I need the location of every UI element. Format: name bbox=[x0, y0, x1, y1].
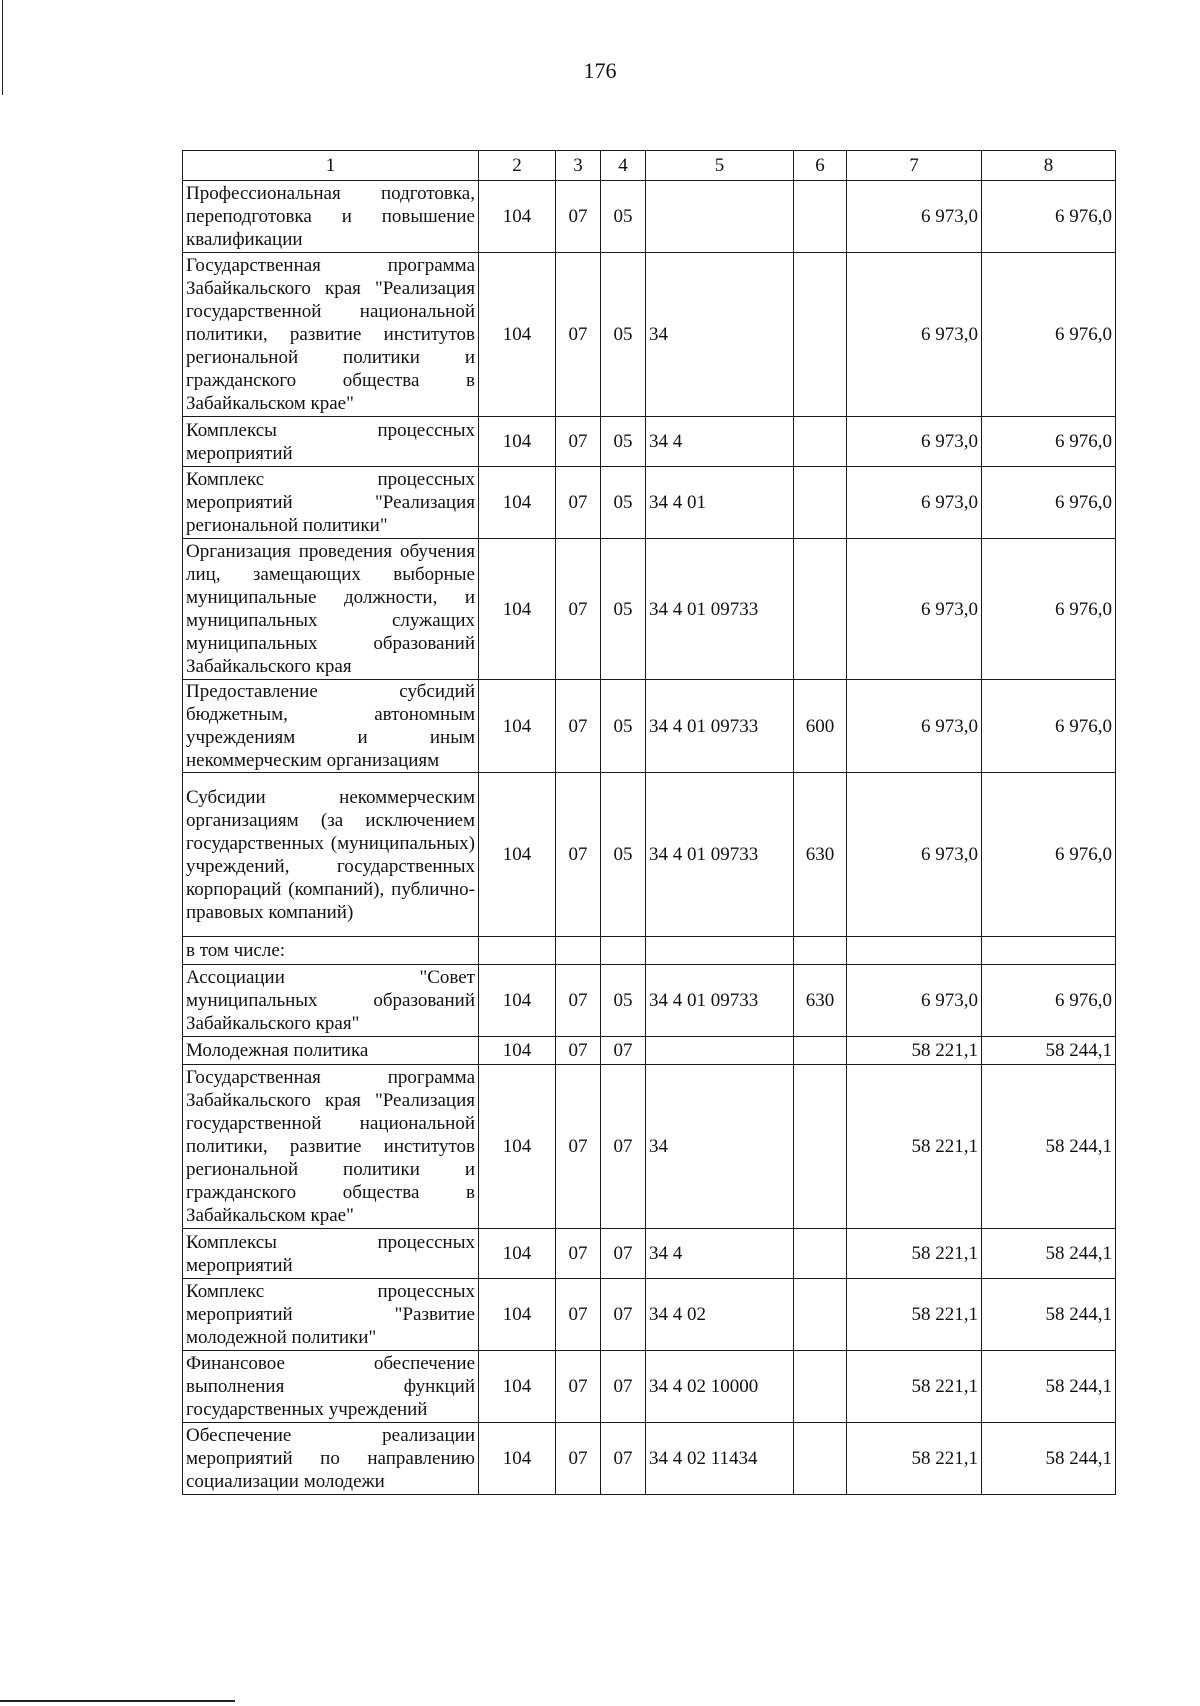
row-name-cell: Комплексы процессных мероприятий bbox=[183, 417, 479, 467]
cell-col3: 07 bbox=[556, 680, 601, 773]
cell-col7: 6 973,0 bbox=[847, 773, 982, 937]
row-name-cell: Обеспечение реализации мероприятий по направлению социализации молодежи bbox=[183, 1423, 479, 1495]
cell-col4: 05 bbox=[601, 965, 646, 1037]
cell-col5: 34 bbox=[646, 253, 794, 417]
table-row bbox=[183, 539, 1116, 680]
column-header: 1 bbox=[183, 151, 479, 181]
cell-col3: 07 bbox=[556, 467, 601, 539]
row-name-cell: Организация проведения обучения лиц, замещающих выборные муниципальные должности, и муниципальных служащих муниципальных образований Забайкальского края bbox=[183, 539, 479, 680]
cell-col6: 630 bbox=[794, 965, 847, 1037]
cell-col4: 07 bbox=[601, 1065, 646, 1229]
cell-col6 bbox=[794, 1423, 847, 1495]
row-name-cell: Финансовое обеспечение выполнения функций государственных учреждений bbox=[183, 1351, 479, 1423]
cell-col2: 104 bbox=[479, 417, 556, 467]
cell-col5 bbox=[646, 1037, 794, 1065]
cell-col7: 58 221,1 bbox=[847, 1279, 982, 1351]
table-row bbox=[183, 937, 1116, 965]
cell-col3: 07 bbox=[556, 1037, 601, 1065]
cell-col2 bbox=[479, 937, 556, 965]
table-row bbox=[183, 1065, 1116, 1229]
cell-col7: 58 221,1 bbox=[847, 1423, 982, 1495]
scan-edge-bottom bbox=[0, 1700, 235, 1702]
cell-col2: 104 bbox=[479, 1065, 556, 1229]
row-name-cell: Комплексы процессных мероприятий bbox=[183, 1229, 479, 1279]
cell-col5: 34 4 02 10000 bbox=[646, 1351, 794, 1423]
cell-col8: 6 976,0 bbox=[982, 253, 1116, 417]
row-name-cell: Комплекс процессных мероприятий "Развитие молодежной политики" bbox=[183, 1279, 479, 1351]
cell-col4: 05 bbox=[601, 181, 646, 253]
cell-col7: 58 221,1 bbox=[847, 1037, 982, 1065]
table-row bbox=[183, 253, 1116, 417]
column-header: 6 bbox=[794, 151, 847, 181]
cell-col4: 05 bbox=[601, 253, 646, 417]
cell-col7: 6 973,0 bbox=[847, 253, 982, 417]
cell-col8: 6 976,0 bbox=[982, 965, 1116, 1037]
cell-col4: 05 bbox=[601, 417, 646, 467]
cell-col4: 07 bbox=[601, 1351, 646, 1423]
table-row bbox=[183, 1037, 1116, 1065]
column-header: 2 bbox=[479, 151, 556, 181]
cell-col3: 07 bbox=[556, 1065, 601, 1229]
cell-col8: 6 976,0 bbox=[982, 181, 1116, 253]
cell-col3 bbox=[556, 937, 601, 965]
table-row bbox=[183, 417, 1116, 467]
cell-col2: 104 bbox=[479, 253, 556, 417]
cell-col7: 6 973,0 bbox=[847, 539, 982, 680]
cell-col4 bbox=[601, 937, 646, 965]
table-row bbox=[183, 1229, 1116, 1279]
cell-col5: 34 4 bbox=[646, 1229, 794, 1279]
row-name-cell: Государственная программа Забайкальского края "Реализация государственной национальной политики, развитие институтов региональной политики и гражданского общества в Забайкальском крае" bbox=[183, 1065, 479, 1229]
cell-col2: 104 bbox=[479, 965, 556, 1037]
cell-col3: 07 bbox=[556, 539, 601, 680]
cell-col6 bbox=[794, 467, 847, 539]
cell-col7: 6 973,0 bbox=[847, 417, 982, 467]
cell-col8: 58 244,1 bbox=[982, 1351, 1116, 1423]
cell-col2: 104 bbox=[479, 1229, 556, 1279]
cell-col8: 58 244,1 bbox=[982, 1037, 1116, 1065]
page-number: 176 bbox=[583, 58, 617, 83]
cell-col3: 07 bbox=[556, 1423, 601, 1495]
table-row bbox=[183, 181, 1116, 253]
table-row bbox=[183, 965, 1116, 1037]
cell-col2: 104 bbox=[479, 1037, 556, 1065]
cell-col5 bbox=[646, 937, 794, 965]
cell-col8: 58 244,1 bbox=[982, 1279, 1116, 1351]
cell-col2: 104 bbox=[479, 181, 556, 253]
cell-col3: 07 bbox=[556, 1229, 601, 1279]
cell-col6 bbox=[794, 181, 847, 253]
table-row bbox=[183, 1351, 1116, 1423]
cell-col5: 34 4 01 09733 bbox=[646, 680, 794, 773]
column-header: 3 bbox=[556, 151, 601, 181]
column-header: 7 bbox=[847, 151, 982, 181]
cell-col5: 34 4 02 11434 bbox=[646, 1423, 794, 1495]
cell-col5: 34 4 bbox=[646, 417, 794, 467]
cell-col3: 07 bbox=[556, 253, 601, 417]
row-name-cell: Ассоциации "Совет муниципальных образований Забайкальского края" bbox=[183, 965, 479, 1037]
cell-col8: 6 976,0 bbox=[982, 539, 1116, 680]
row-name-cell: Государственная программа Забайкальского края "Реализация государственной национальной политики, развитие институтов региональной политики и гражданского общества в Забайкальском крае" bbox=[183, 253, 479, 417]
cell-col4: 07 bbox=[601, 1279, 646, 1351]
cell-col8: 58 244,1 bbox=[982, 1229, 1116, 1279]
cell-col2: 104 bbox=[479, 1423, 556, 1495]
cell-col2: 104 bbox=[479, 1351, 556, 1423]
table-row bbox=[183, 467, 1116, 539]
cell-col4: 07 bbox=[601, 1037, 646, 1065]
table-row bbox=[183, 1423, 1116, 1495]
cell-col8: 58 244,1 bbox=[982, 1423, 1116, 1495]
budget-table bbox=[182, 150, 1116, 1495]
cell-col7: 6 973,0 bbox=[847, 965, 982, 1037]
cell-col2: 104 bbox=[479, 539, 556, 680]
cell-col7 bbox=[847, 937, 982, 965]
cell-col5: 34 4 01 09733 bbox=[646, 965, 794, 1037]
row-name-cell: в том числе: bbox=[183, 937, 479, 965]
table-row bbox=[183, 1279, 1116, 1351]
table-row bbox=[183, 680, 1116, 773]
cell-col4: 05 bbox=[601, 773, 646, 937]
cell-col6 bbox=[794, 253, 847, 417]
column-header: 4 bbox=[601, 151, 646, 181]
cell-col6 bbox=[794, 417, 847, 467]
cell-col2: 104 bbox=[479, 1279, 556, 1351]
cell-col6 bbox=[794, 1279, 847, 1351]
cell-col2: 104 bbox=[479, 773, 556, 937]
cell-col6 bbox=[794, 937, 847, 965]
cell-col6 bbox=[794, 539, 847, 680]
cell-col8: 6 976,0 bbox=[982, 417, 1116, 467]
cell-col6: 630 bbox=[794, 773, 847, 937]
cell-col3: 07 bbox=[556, 1351, 601, 1423]
table-row bbox=[183, 773, 1116, 937]
row-name-cell: Субсидии некоммерческим организациям (за исключением государственных (муниципальных) учреждений, государственных корпораций (компаний), публично-правовых компаний) bbox=[183, 773, 479, 937]
row-name-cell: Профессиональная подготовка, переподготовка и повышение квалификации bbox=[183, 181, 479, 253]
cell-col6 bbox=[794, 1037, 847, 1065]
cell-col5 bbox=[646, 181, 794, 253]
cell-col8: 6 976,0 bbox=[982, 773, 1116, 937]
column-header: 5 bbox=[646, 151, 794, 181]
cell-col8: 6 976,0 bbox=[982, 680, 1116, 773]
cell-col2: 104 bbox=[479, 467, 556, 539]
cell-col7: 58 221,1 bbox=[847, 1351, 982, 1423]
cell-col6 bbox=[794, 1351, 847, 1423]
cell-col6: 600 bbox=[794, 680, 847, 773]
table-header-row bbox=[183, 151, 1116, 181]
cell-col5: 34 4 01 09733 bbox=[646, 539, 794, 680]
cell-col6 bbox=[794, 1065, 847, 1229]
row-name-cell: Предоставление субсидий бюджетным, автономным учреждениям и иным некоммерческим организациям bbox=[183, 680, 479, 773]
cell-col3: 07 bbox=[556, 773, 601, 937]
column-header: 8 bbox=[982, 151, 1116, 181]
cell-col3: 07 bbox=[556, 965, 601, 1037]
cell-col8: 58 244,1 bbox=[982, 1065, 1116, 1229]
cell-col2: 104 bbox=[479, 680, 556, 773]
cell-col5: 34 4 01 09733 bbox=[646, 773, 794, 937]
row-name-cell: Молодежная политика bbox=[183, 1037, 479, 1065]
cell-col5: 34 4 01 bbox=[646, 467, 794, 539]
cell-col4: 07 bbox=[601, 1229, 646, 1279]
cell-col7: 58 221,1 bbox=[847, 1065, 982, 1229]
cell-col8 bbox=[982, 937, 1116, 965]
cell-col4: 05 bbox=[601, 539, 646, 680]
cell-col6 bbox=[794, 1229, 847, 1279]
row-name-cell: Комплекс процессных мероприятий "Реализация региональной политики" bbox=[183, 467, 479, 539]
cell-col5: 34 4 02 bbox=[646, 1279, 794, 1351]
cell-col4: 05 bbox=[601, 467, 646, 539]
cell-col7: 58 221,1 bbox=[847, 1229, 982, 1279]
cell-col3: 07 bbox=[556, 417, 601, 467]
cell-col4: 07 bbox=[601, 1423, 646, 1495]
cell-col3: 07 bbox=[556, 1279, 601, 1351]
cell-col7: 6 973,0 bbox=[847, 680, 982, 773]
cell-col4: 05 bbox=[601, 680, 646, 773]
cell-col3: 07 bbox=[556, 181, 601, 253]
cell-col8: 6 976,0 bbox=[982, 467, 1116, 539]
cell-col7: 6 973,0 bbox=[847, 181, 982, 253]
cell-col5: 34 bbox=[646, 1065, 794, 1229]
cell-col7: 6 973,0 bbox=[847, 467, 982, 539]
